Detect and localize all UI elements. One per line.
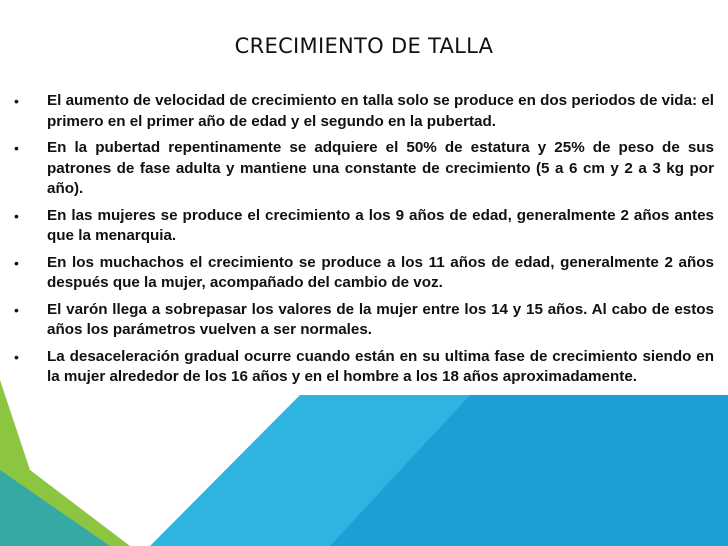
bullet-text: En las mujeres se produce el crecimiento a los 9 años de edad, generalmente 2 años antes que la menarquia. bbox=[47, 206, 714, 244]
bullet-list bbox=[14, 91, 714, 394]
bullet-item bbox=[14, 253, 714, 294]
bullet-dot: • bbox=[14, 93, 19, 109]
bullet-text: La desaceleración gradual ocurre cuando están en su ultima fase de crecimiento siendo en la mujer alrededor de los 16 años y en el hombre a los 18 años aproximadamente. bbox=[47, 347, 714, 385]
bullet-item bbox=[14, 138, 714, 200]
bullet-dot: • bbox=[14, 348, 19, 365]
bullet-text: El aumento de velocidad de crecimiento en talla solo se produce en dos periodos de vida: el primero en el primer año de edad y el segundo en la pubertad. bbox=[47, 92, 714, 130]
bullet-item bbox=[14, 206, 714, 247]
bullet-text: En la pubertad repentinamente se adquiere el 50% de estatura y 25% de peso de sus patrones de fase adulta y mantiene una constante de crecimiento (5 a 6 cm y 2 a 3 kg por año). bbox=[47, 139, 714, 197]
bullet-text: En los muchachos el crecimiento se produce a los 11 años de edad, generalmente 2 años después que la mujer, acompañado del cambio de voz. bbox=[47, 253, 714, 291]
bullet-dot: • bbox=[14, 254, 19, 271]
slide-title: CRECIMIENTO DE TALLA bbox=[234, 34, 494, 58]
bullet-item bbox=[14, 300, 714, 341]
bullet-item bbox=[14, 347, 714, 388]
bullet-dot: • bbox=[14, 140, 19, 156]
bullet-dot: • bbox=[14, 207, 19, 224]
bullet-item bbox=[14, 91, 714, 132]
bullet-text: El varón llega a sobrepasar los valores de la mujer entre los 14 y 15 años. Al cabo de estos años los parámetros vuelven a ser normales. bbox=[47, 300, 714, 338]
bullet-dot: • bbox=[14, 301, 19, 318]
